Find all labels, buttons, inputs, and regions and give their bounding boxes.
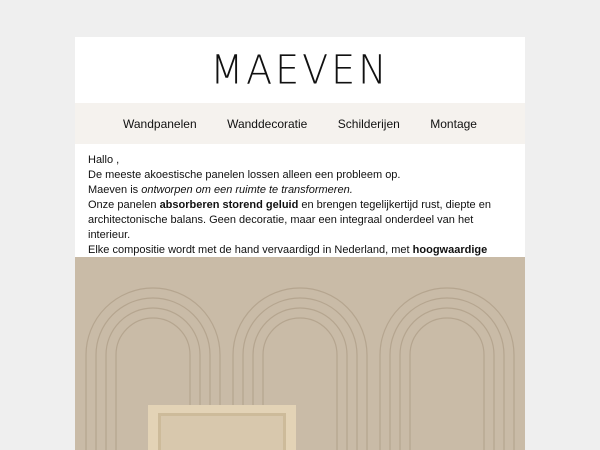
nav-bar (75, 103, 525, 144)
wall-background (75, 257, 525, 450)
panels-suffix: en brengen tegelijkertijd rust, diepte en architectonische balans. Geen decoratie, maar een integraal onderdeel van het interieur. (88, 199, 491, 241)
intro-line: De meeste akoestische panelen lossen alleen een probleem op. (88, 169, 401, 181)
nav-item-schilderijen[interactable]: Schilderijen (337, 116, 400, 131)
acoustic-panels-illustration (75, 257, 525, 450)
panels-bold: absorberen storend geluid (159, 199, 299, 211)
nav-item-wandpanelen[interactable]: Wandpanelen (123, 116, 197, 131)
console-frame (148, 405, 296, 450)
tagline-italic: ontworpen om een ruimte te transformeren. (141, 184, 353, 196)
brand-logo[interactable]: MAEVEN (210, 46, 390, 94)
email-container (75, 37, 525, 450)
header (75, 37, 525, 103)
panels-paragraph (88, 198, 512, 243)
tagline (88, 183, 512, 198)
tagline-prefix: Maeven is (88, 184, 142, 196)
panels-prefix: Onze panelen (88, 199, 160, 211)
greeting-text: Hallo , (88, 154, 120, 166)
nav-item-montage[interactable]: Montage (430, 116, 477, 131)
craft-prefix: Elke compositie wordt met de hand vervaardigd in Nederland, met (88, 244, 413, 256)
craft-bold: hoogwaardige (412, 244, 488, 256)
hero-image (75, 257, 525, 450)
email-body (75, 144, 525, 255)
nav-item-wanddecoratie[interactable]: Wanddecoratie (227, 116, 308, 131)
